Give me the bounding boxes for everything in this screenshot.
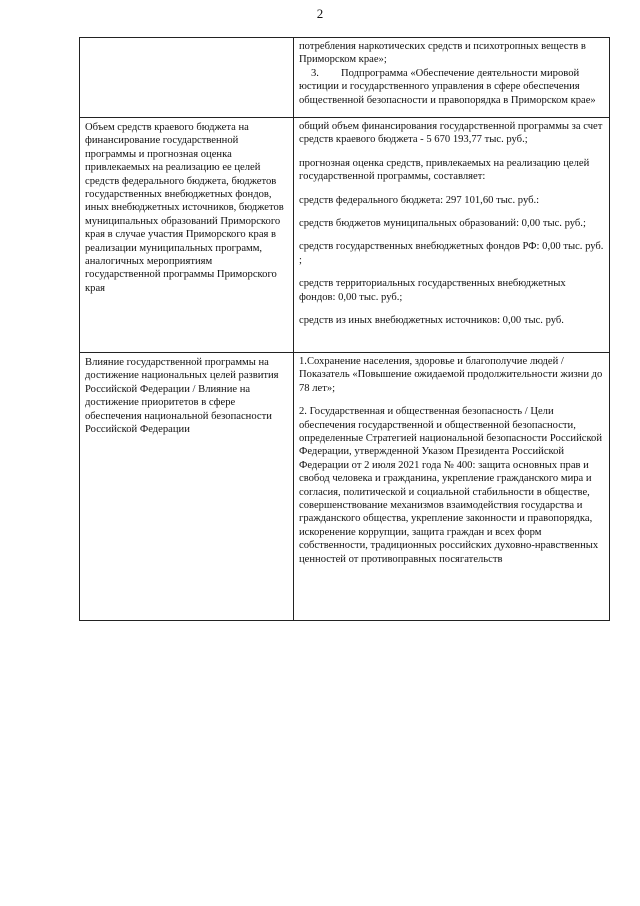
program-passport-table [79,37,610,621]
other-sources-text: средств из иных внебюджетных источников: 0,00 тыс. руб. [299,315,564,327]
territorial-funds-text: средств территориальных государственных внебюджетных фондов: 0,00 тыс. руб.; [299,278,566,303]
budget-volume-label: Объем средств краевого бюджета на финансирование государственной программы и прогнозная оценка привлекаемых на реализацию ее целей средств федерального бюджета, бюджетов государственных внебюджетных фондов, иных внебюджетных источников, бюджетов муниципальных образований Приморского края в случае участия Приморского края в реализации муниципальных программ, аналогичных мероприятиям государственной программы Приморского края [80,118,294,353]
goal-item-2: 2. Государственная и общественная безопасность / Цели обеспечения государственной и общественной безопасности, определенные Стратегией национальной безопасности Российской Федерации, утвержденной Указом Президента Российской Федерации от 2 июля 2021 года № 400: защита основных прав и свобод человека и гражданина, укрепление гражданского мира и согласия, политической и социальной стабильности в обществе, совершенствование механизмов взаимодействия государства и гражданского общества, укрепление законности и правопорядка, искоренение коррупции, защита граждан и всех форм собственности, традиционных российских духовно-нравственных ценностей от противоправных посягательств [299,406,603,565]
federal-budget-text: средств федерального бюджета: 297 101,60 тыс. руб.: [299,194,540,206]
municipal-budget-text: средств бюджетов муниципальных образований: 0,00 тыс. руб.; [299,218,586,230]
table-row [80,38,610,118]
subprogram-continuation: потребления наркотических средств и психотропных веществ в Приморском крае»; [299,41,586,66]
national-goals-values [294,353,610,621]
table-cell-left [80,38,294,118]
subprogram-item-number: 3. [311,67,319,79]
total-funding-text: общий объем финансирования государственной программы за счет средств краевого бюджета - 5 670 193,77 тыс. руб.; [299,121,603,146]
goal-item-1: 1.Сохранение населения, здоровье и благополучие людей / Показатель «Повышение ожидаемой продолжительности жизни до 78 лет»; [299,356,603,394]
table-row [80,353,610,621]
subprogram-item [299,67,604,107]
table-cell-right [294,38,610,118]
national-goals-label: Влияние государственной программы на достижение национальных целей развития Российской Федерации / Влияние на достижение приоритетов в сфере обеспечения национальной безопасности Российской Федерации [80,353,294,621]
budget-volume-values [294,118,610,353]
table-row [80,118,610,353]
page-number: 2 [316,6,324,21]
forecast-estimate-text: прогнозная оценка средств, привлекаемых на реализацию целей государственной программы, составляет: [299,157,590,183]
state-extrabudgetary-funds-text: средств государственных внебюджетных фондов РФ: 0,00 тыс. руб. ; [299,241,604,266]
subprogram-item-text: Подпрограмма «Обеспечение деятельности мировой юстиции и государственного управления в сфере обеспечения общественной безопасности и правопорядка в Приморском крае» [299,67,596,106]
